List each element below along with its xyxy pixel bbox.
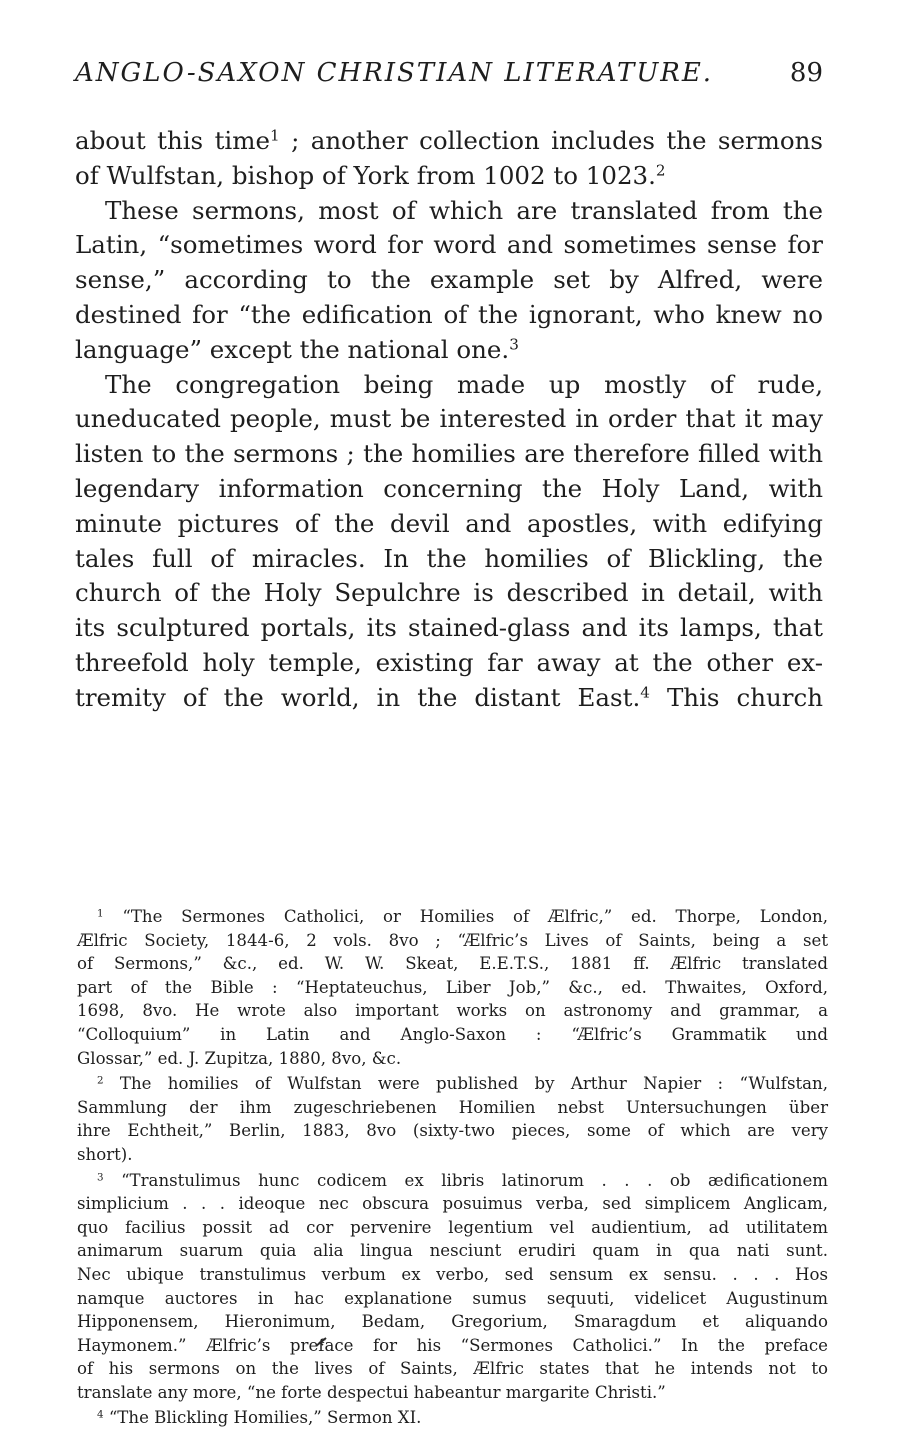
- footnote-ref: 3: [509, 335, 519, 354]
- body-line: about this time$^1$ ; another collection includes the sermons: [75, 126, 823, 155]
- footnote-4: $^4$ “The Blickling Homilies,” Sermon XI.: [97, 1408, 422, 1428]
- footnote-2: $^2$ The homilies of Wulfstan were published by Arthur Napier : “Wulfstan,: [97, 1074, 828, 1094]
- footnote-line: “Colloquium” in Latin and Anglo-Saxon : “Ælfric’s Grammatik und: [77, 1024, 828, 1044]
- footnotes: [77, 905, 828, 1430]
- footnote-line: part of the Bible : “Heptateuchus, Liber Job,” &c., ed. Thwaites, Oxford,: [77, 977, 828, 997]
- body-line: sense,” according to the example set by Alfred, were: [75, 265, 823, 295]
- footnote-marker: 1: [97, 907, 104, 920]
- footnote-ref: 1: [269, 126, 280, 145]
- running-title: ANGLO-SAXON CHRISTIAN LITERATURE.: [75, 58, 714, 88]
- footnote-line: 1698, 8vo. He wrote also important works on astronomy and grammar, a: [77, 1001, 828, 1021]
- footnote-line: short).: [77, 1144, 133, 1164]
- footnote-line: of his sermons on the lives of Saints, Ælfric states that he intends not to: [77, 1359, 828, 1379]
- footnote-3: $^3$ “Transtulimus hunc codicem ex libris latinorum . . . ob ædificationem: [97, 1170, 829, 1190]
- footnote-1: $^1$ “The Sermones Catholici, or Homilies of Ælfric,” ed. Thorpe, London,: [97, 907, 828, 926]
- body-line: threefold holy temple, existing far away at the other ex-: [75, 647, 823, 677]
- body-line: of Wulfstan, bishop of York from 1002 to 1023.$^2$: [75, 160, 666, 190]
- footnote-line: translate any more, “ne forte despectui habeantur margarite Christi.”: [77, 1382, 666, 1402]
- footnote-marker: 3: [97, 1170, 104, 1183]
- page-number: 89: [789, 58, 823, 88]
- body-line: church of the Holy Sepulchre is described in detail, with: [75, 578, 823, 608]
- body-line: destined for “the edification of the ignorant, who knew no: [75, 299, 823, 329]
- paragraph-start: These sermons, most of which are translated from the: [105, 195, 823, 225]
- footnote-line: simplicium . . . ideoque nec obscura posuimus verba, sed simplicem Anglicam,: [77, 1194, 828, 1214]
- footnote-line: Hipponensem, Hieronimum, Bedam, Gregorium, Smaragdum et aliquando: [77, 1312, 828, 1332]
- footnote-line: ihre Echtheit,” Berlin, 1883, 8vo (sixty-two pieces, some of which are very: [77, 1121, 828, 1141]
- footnote-marker: 2: [97, 1074, 104, 1087]
- body-line: legendary information concerning the Holy Land, with: [75, 473, 823, 503]
- footnote-line: Sammlung der ihm zugeschriebenen Homilien nebst Untersuchungen über: [77, 1097, 828, 1117]
- body-text: [75, 124, 823, 716]
- footnote-line: namque auctores in hac explanatione sumus sequuti, videlicet Augustinum: [77, 1288, 828, 1308]
- body-line: language” except the national one.$^3$: [75, 334, 519, 364]
- footnote-line: animarum suarum quia alia lingua nesciunt erudiri quam in qua nati sunt.: [77, 1241, 828, 1261]
- footnote-ref: 2: [655, 161, 666, 180]
- footnote-line: Ælfric Society, 1844-6, 2 vols. 8vo ; “Ælfric’s Lives of Saints, being a set: [77, 930, 828, 950]
- body-line: uneducated people, must be interested in order that it may: [75, 404, 823, 434]
- page-header: [75, 58, 825, 98]
- footnote-line: Glossar,” ed. J. Zupitza, 1880, 8vo, &c.: [77, 1048, 402, 1068]
- footnote-line: quo facilius possit ad cor pervenire legentium vel audientium, ad utilitatem: [77, 1217, 828, 1237]
- body-line: tremity of the world, in the distant East.$^4$ This church: [75, 682, 823, 712]
- footnote-marker: 4: [97, 1408, 104, 1421]
- body-line: Latin, “sometimes word for word and sometimes sense for: [75, 230, 823, 260]
- footnote-line: Haymonem.” Ælfric’s preface for his “Sermones Catholici.” In the preface: [77, 1335, 828, 1355]
- footnote-line: Nec ubique transtulimus verbum ex verbo, sed sensum ex sensu. . . . Hos: [77, 1264, 828, 1284]
- footnote-line: of Sermons,” &c., ed. W. W. Skeat, E.E.T.S., 1881 ff. Ælfric translated: [77, 954, 828, 974]
- body-line: minute pictures of the devil and apostles, with edifying: [75, 508, 823, 538]
- body-line: tales full of miracles. In the homilies of Blickling, the: [75, 543, 823, 573]
- body-line: listen to the sermons ; the homilies are therefore filled with: [75, 439, 823, 469]
- printer-mark-icon: [314, 1334, 328, 1348]
- footnote-ref: 4: [640, 683, 650, 702]
- paragraph-start: The congregation being made up mostly of rude,: [105, 369, 823, 399]
- body-line: its sculptured portals, its stained-glass and its lamps, that: [75, 613, 823, 643]
